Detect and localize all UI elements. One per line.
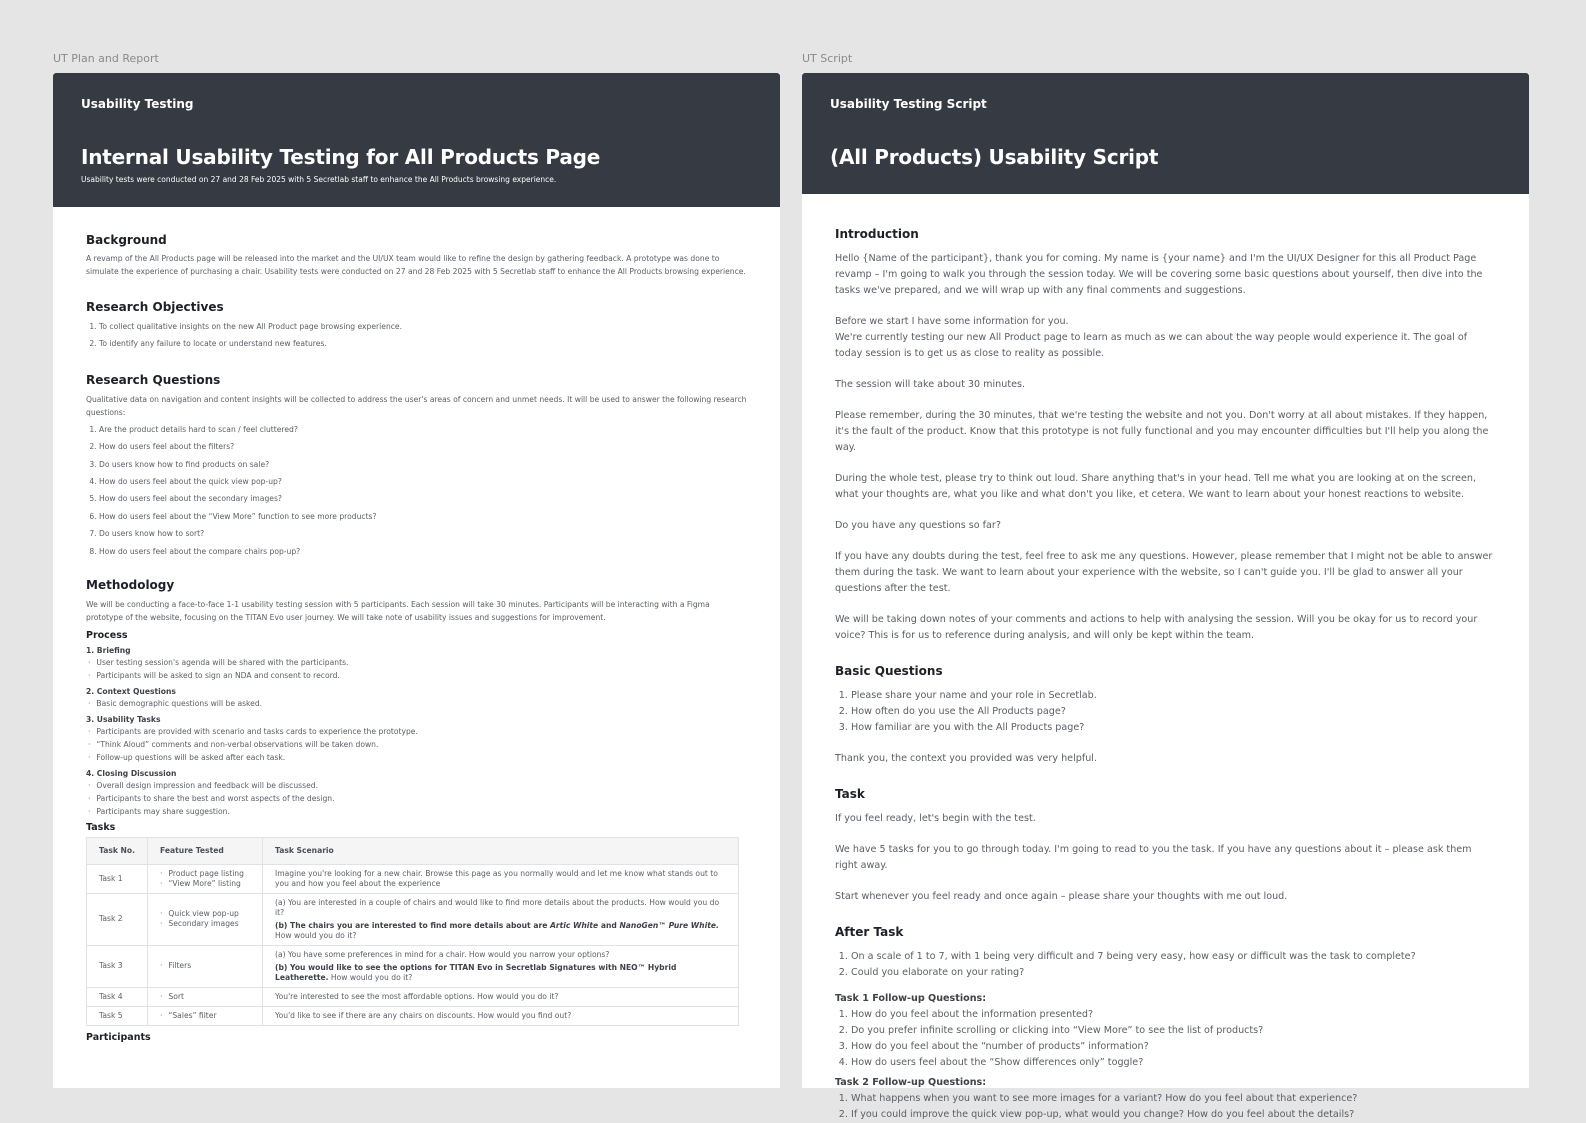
list-item: 2. How often do you use the All Products page?	[851, 704, 1496, 720]
table-row	[87, 945, 739, 987]
tasks-heading: Tasks	[86, 821, 116, 833]
feature-list	[160, 961, 250, 971]
table-row	[87, 1006, 739, 1025]
task2-followup-heading: Task 2 Follow-up Questions:	[835, 1077, 987, 1088]
task-scenario-a: (a) You are interested in a couple of chairs and would like to find more details about the products. How would you do it?	[275, 897, 720, 917]
column-header: Task Scenario	[263, 837, 739, 864]
list-item: 1. What happens when you want to see more images for a variant? How do you feel about that experience?	[851, 1091, 1496, 1107]
task-number: Task 4	[87, 987, 148, 1006]
process-step-bullets	[86, 779, 747, 818]
frame-label-ut-plan: UT Plan and Report	[53, 52, 159, 65]
list-item: · Quick view pop-up	[160, 909, 250, 919]
list-item: · User testing session's agenda will be shared with the participants.	[86, 656, 747, 669]
script-body	[802, 194, 1529, 1123]
list-item: 3. How do you feel about the “number of products” information?	[851, 1039, 1496, 1055]
list-item: 1. How do you feel about the information presented?	[851, 1007, 1496, 1023]
objectives-list	[86, 320, 747, 350]
list-item: · Basic demographic questions will be asked.	[86, 697, 747, 710]
participants-heading: Participants	[86, 1031, 151, 1043]
process-step-title: 2. Context Questions	[86, 686, 176, 696]
list-item: 2. How do users feel about the filters?	[99, 440, 747, 453]
list-item: · Participants may share suggestion.	[86, 805, 747, 818]
list-item: 6. How do users feel about the “View More” function to see more products?	[99, 510, 747, 523]
intro-paragraph: Before we start I have some information for you.	[835, 316, 1069, 327]
task-scenario: You're interested to see the most affordable options. How would you do it?	[263, 987, 739, 1006]
objectives-heading: Research Objectives	[86, 300, 224, 314]
list-item: · Overall design impression and feedback will be discussed.	[86, 779, 747, 792]
task-number: Task 3	[87, 945, 148, 987]
process-step-bullets	[86, 725, 747, 764]
after-task-list	[835, 949, 1496, 981]
process-heading: Process	[86, 629, 128, 641]
basic-questions-list	[835, 688, 1496, 736]
list-item: 8. How do users feel about the compare chairs pop-up?	[99, 545, 747, 558]
list-item: · Participants are provided with scenario and tasks cards to experience the prototype.	[86, 725, 747, 738]
task-number: Task 5	[87, 1006, 148, 1025]
list-item: 2. If you could improve the quick view pop-up, what would you change? How do you feel about the details?	[851, 1107, 1496, 1123]
list-item: · Product page listing	[160, 869, 250, 879]
table-row	[87, 987, 739, 1006]
list-item: · Follow-up questions will be asked after each task.	[86, 751, 747, 764]
intro-paragraph: Hello {Name of the participant}, thank you for coming. My name is {your name} and I'm the UI/UX Designer for this all Product Page revamp – I'm going to walk you through the session today. We will be covering some basic questions about yourself, then dive into the tasks we've prepared, and we will wrap up with any final comments and suggestions.	[835, 253, 1483, 296]
list-item: 2. Do you prefer infinite scrolling or clicking into “View More” to see the list of products?	[851, 1023, 1496, 1039]
plan-subtitle: Usability tests were conducted on 27 and 28 Feb 2025 with 5 Secretlab staff to enhance the All Products browsing experience.	[81, 175, 557, 184]
task-number: Task 1	[87, 864, 148, 893]
intro-paragraph: The session will take about 30 minutes.	[835, 379, 1026, 390]
basic-questions-heading: Basic Questions	[835, 664, 943, 678]
list-item: 1. Are the product details hard to scan / feel cluttered?	[99, 423, 747, 436]
column-header: Task No.	[87, 837, 148, 864]
ut-script-frame	[802, 73, 1529, 1120]
task-heading: Task	[835, 787, 865, 801]
task-scenario-b: (b) The chairs you are interested to find more details about are Artic White and NanoGen™ Pure White. How would you do it?	[275, 920, 719, 940]
plan-body	[53, 207, 780, 1043]
task1-followup-heading: Task 1 Follow-up Questions:	[835, 993, 987, 1004]
intro-paragraph: If you have any doubts during the test, feel free to ask me any questions. However, please remember that I might not be able to answer them during the task. We want to learn about your experience with the website, so I can't guide you. I'll be glad to answer all your questions after the test.	[835, 551, 1493, 594]
table-header-row	[87, 837, 739, 864]
list-item: 3. How familiar are you with the All Products page?	[851, 720, 1496, 736]
feature-list	[160, 909, 250, 929]
table-row	[87, 893, 739, 945]
list-item: · Filters	[160, 961, 250, 971]
process-step-title: 1. Briefing	[86, 645, 131, 655]
list-item: · “Think Aloud” comments and non-verbal observations will be taken down.	[86, 738, 747, 751]
script-header	[802, 73, 1529, 194]
task1-followup-list	[835, 1007, 1496, 1071]
methodology-heading: Methodology	[86, 577, 175, 592]
task-paragraph: We have 5 tasks for you to go through today. I'm going to read to you the task. If you have any questions about it – please ask them right away.	[835, 844, 1472, 871]
script-kicker: Usability Testing Script	[830, 97, 987, 111]
intro-paragraph: We will be taking down notes of your comments and actions to help with analysing the session. Will you be okay for us to record your voice? This is for us to reference during analysis, and will only be kept within the team.	[835, 614, 1478, 641]
intro-paragraph: Do you have any questions so far?	[835, 520, 1001, 531]
table-row	[87, 864, 739, 893]
task-paragraph: If you feel ready, let's begin with the test.	[835, 813, 1036, 824]
list-item: · Participants to share the best and worst aspects of the design.	[86, 792, 747, 805]
process-step-title: 4. Closing Discussion	[86, 768, 177, 778]
research-questions-heading: Research Questions	[86, 372, 221, 387]
plan-header	[53, 73, 780, 207]
plan-title: Internal Usability Testing for All Products Page	[81, 145, 601, 169]
list-item: 4. How do users feel about the quick view pop-up?	[99, 475, 747, 488]
task-scenario-b: (b) You would like to see the options for TITAN Evo in Secretlab Signatures with NEO™ Hybrid Leatherette. How would you do it?	[275, 962, 677, 982]
list-item: · “View More” listing	[160, 879, 250, 889]
feature-list	[160, 869, 250, 889]
research-questions-intro: Qualitative data on navigation and content insights will be collected to address the user's areas of concern and unmet needs. It will be used to answer the following research questions:	[86, 394, 747, 417]
task-scenario: Imagine you're looking for a new chair. Browse this page as you normally would and let me know what stands out to you and how you feel about the experience	[263, 864, 739, 893]
methodology-text: We will be conducting a face-to-face 1-1 usability testing session with 5 participants. Each session will take 30 minutes. Participants will be interacting with a Figma prototype of the website, focusing on the TITAN Evo user journey. We will take note of usability issues and suggestions for improvement.	[86, 599, 710, 622]
list-item: · “Sales” filter	[160, 1011, 250, 1021]
list-item: 5. How do users feel about the secondary images?	[99, 492, 747, 505]
research-questions-list	[86, 423, 747, 558]
basic-thanks: Thank you, the context you provided was very helpful.	[835, 753, 1098, 764]
intro-paragraph: During the whole test, please try to think out loud. Share anything that's in your head. Tell me what you are looking at on the screen, what your thoughts are, what you like and what don't you like, et cetera. We want to learn about your honest reactions to website.	[835, 473, 1477, 500]
task-scenario: You'd like to see if there are any chairs on discounts. How would you find out?	[263, 1006, 739, 1025]
column-header: Feature Tested	[148, 837, 263, 864]
plan-kicker: Usability Testing	[81, 97, 194, 111]
list-item: 1. Please share your name and your role in Secretlab.	[851, 688, 1496, 704]
list-item: · Sort	[160, 992, 250, 1002]
list-item: 7. Do users know how to sort?	[99, 527, 747, 540]
task-scenario-a: (a) You have some preferences in mind for a chair. How would you narrow your options?	[275, 949, 610, 959]
list-item: 3. Do users know how to find products on sale?	[99, 458, 747, 471]
after-task-heading: After Task	[835, 925, 904, 939]
frame-label-ut-script: UT Script	[802, 52, 853, 65]
feature-list	[160, 992, 250, 1002]
intro-paragraph: We're currently testing our new All Product page to learn as much as we can about the way people would experience it. The goal of today session is to get us as close to reality as possible.	[835, 332, 1468, 359]
process-step-title: 3. Usability Tasks	[86, 714, 161, 724]
list-item: 2. Could you elaborate on your rating?	[851, 965, 1496, 981]
list-item: 1. To collect qualitative insights on the new All Product page browsing experience.	[99, 320, 747, 333]
background-heading: Background	[86, 233, 167, 247]
list-item: 1. On a scale of 1 to 7, with 1 being very difficult and 7 being very easy, how easy or difficult was the task to complete?	[851, 949, 1496, 965]
task2-followup-list	[835, 1091, 1496, 1123]
task-number: Task 2	[87, 893, 148, 945]
introduction-heading: Introduction	[835, 227, 919, 241]
process-step-bullets	[86, 697, 747, 710]
task-paragraph: Start whenever you feel ready and once again – please share your thoughts with me out loud.	[835, 891, 1288, 902]
background-text: A revamp of the All Products page will be released into the market and the UI/UX team would like to refine the design by gathering feedback. A prototype was done to simulate the experience of purchasing a chair. Usability tests were conducted on 27 and 28 Feb 2025 with 5 Secretlab staff to enhance the All Products browsing experience.	[86, 254, 746, 276]
script-title: (All Products) Usability Script	[830, 145, 1159, 169]
list-item: · Secondary images	[160, 919, 250, 929]
feature-list	[160, 1011, 250, 1021]
ut-plan-frame	[53, 73, 780, 1088]
list-item: 4. How do users feel about the “Show differences only” toggle?	[851, 1055, 1496, 1071]
list-item: 2. To identify any failure to locate or understand new features.	[99, 337, 747, 350]
list-item: · Participants will be asked to sign an NDA and consent to record.	[86, 669, 747, 682]
process-step-bullets	[86, 656, 747, 682]
tasks-table	[86, 837, 739, 1026]
intro-paragraph: Please remember, during the 30 minutes, that we're testing the website and not you. Don't worry at all about mistakes. If they happen, it's the fault of the product. Know that this prototype is not fully functional and you may encounter difficulties but I'll help you along the way.	[835, 410, 1489, 453]
